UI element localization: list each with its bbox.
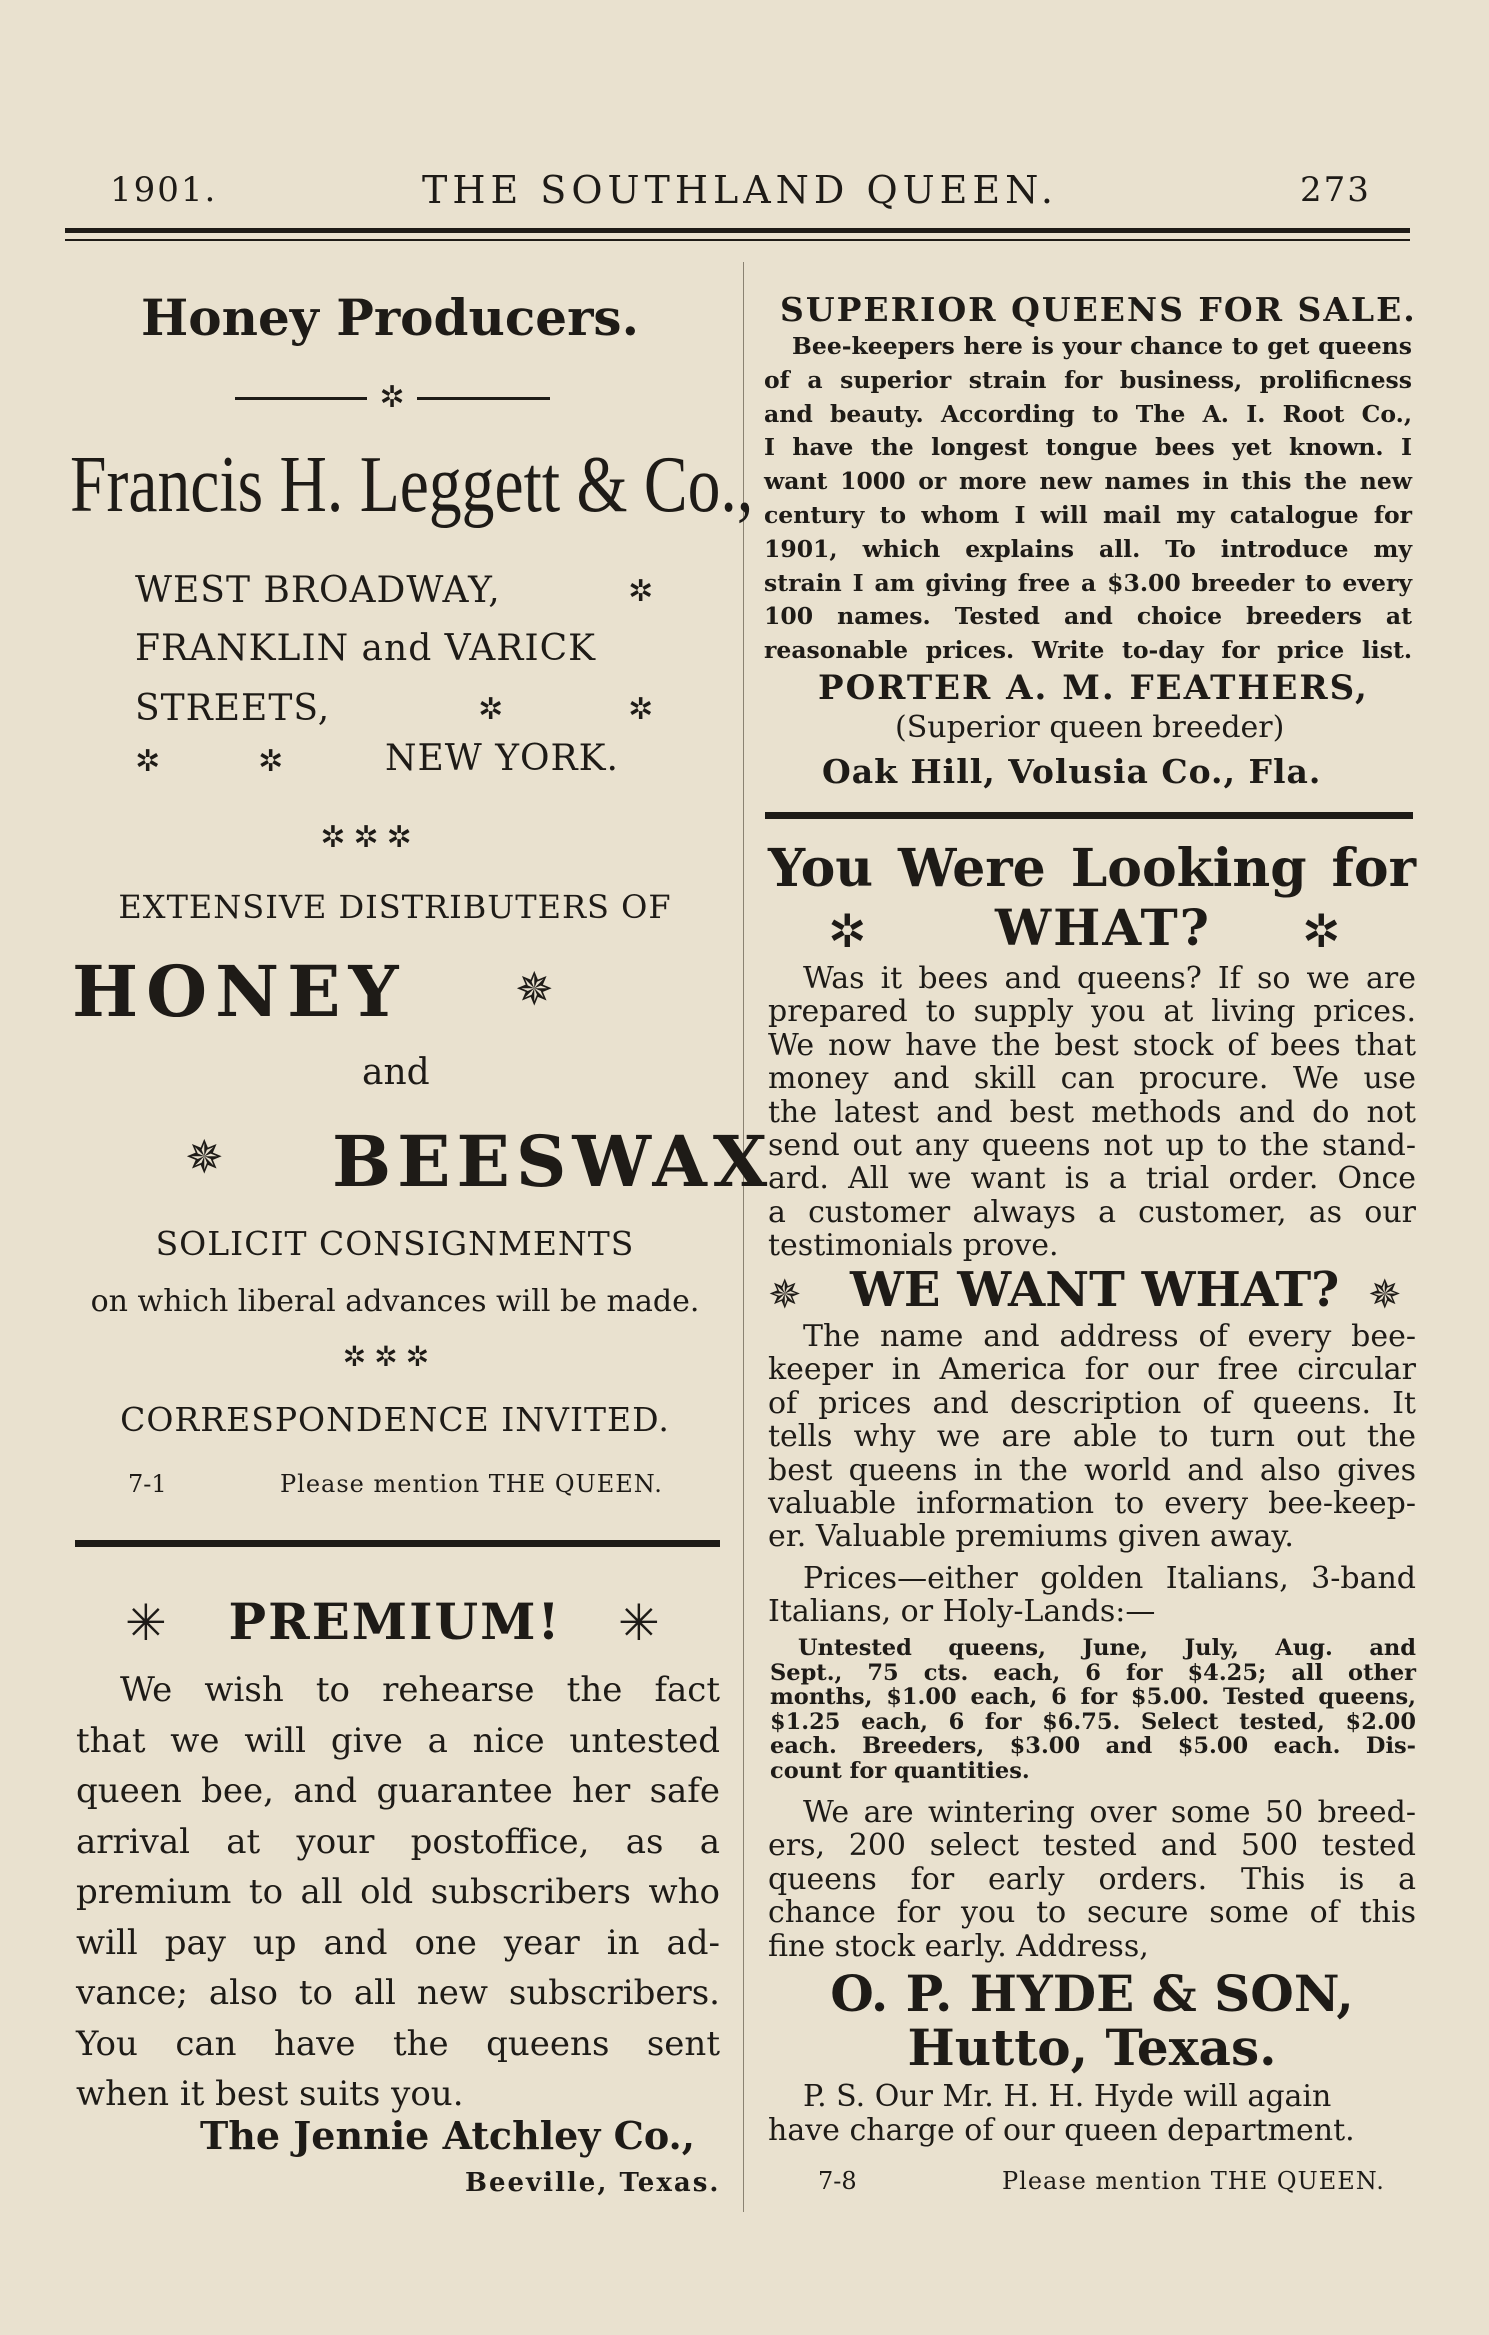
hyde-line: send out any queens not up to the stand- bbox=[768, 1128, 1416, 1164]
hyde-line: have charge of our queen department. bbox=[768, 2113, 1355, 2148]
price-line: count for quantities. bbox=[770, 1757, 1030, 1784]
address-line-2: FRANKLIN and VARICK bbox=[135, 628, 597, 669]
firm-town: Hutto, Texas. bbox=[907, 2018, 1277, 2077]
premium-line: arrival at your postoffice, as a bbox=[76, 1821, 720, 1862]
superior-line: Bee-keepers here is your chance to get queens bbox=[792, 332, 1412, 360]
what-heading: WHAT? bbox=[995, 898, 1211, 957]
hyde-line: chance for you to secure some of this bbox=[768, 1895, 1416, 1931]
hyde-line: Italians, or Holy-Lands:— bbox=[768, 1594, 1156, 1630]
price-line: each. Breeders, $3.00 and $5.00 each. Dis- bbox=[770, 1733, 1416, 1760]
superior-role: (Superior queen breeder) bbox=[895, 710, 1285, 745]
premium-location: Beeville, Texas. bbox=[465, 2168, 721, 2198]
superior-place: Oak Hill, Volusia Co., Fla. bbox=[822, 752, 1322, 791]
triple-asterisk-icon: ✲✲✲ bbox=[320, 820, 420, 855]
ad-code: 7-8 bbox=[818, 2167, 857, 2195]
premium-line: queen bee, and guarantee her safe bbox=[76, 1771, 720, 1811]
hyde-line: ard. All we want is a trial order. Once bbox=[768, 1161, 1416, 1197]
column-divider bbox=[743, 262, 744, 2212]
please-mention: Please mention THE QUEEN. bbox=[280, 1470, 663, 1498]
hyde-line: keeper in America for our free circular bbox=[768, 1352, 1416, 1388]
asterisk-icon: ✳ bbox=[618, 1594, 660, 1652]
asterisk-icon: ✲ bbox=[258, 744, 284, 779]
asterisk-icon: ✲ bbox=[1302, 904, 1341, 958]
advances-note: on which liberal advances will be made. bbox=[90, 1284, 700, 1319]
price-line: $1.25 each, 6 for $6.75. Select tested, $2.00 bbox=[770, 1708, 1416, 1735]
superior-line: century to whom I will mail my catalogue for bbox=[764, 500, 1412, 529]
header-title: THE SOUTHLAND QUEEN. bbox=[421, 168, 1059, 212]
premium-title: PREMIUM! bbox=[228, 1592, 562, 1651]
ad-title: Honey Producers. bbox=[141, 288, 639, 347]
hyde-paragraph-1 bbox=[768, 962, 1416, 1263]
distributers-tagline: EXTENSIVE DISTRIBUTERS OF bbox=[118, 888, 672, 926]
superior-name: PORTER A. M. FEATHERS, bbox=[818, 668, 1369, 708]
address-line-1: WEST BROADWAY, bbox=[135, 570, 501, 611]
star-ornament-icon: ✵ bbox=[515, 962, 554, 1016]
hyde-line: a customer always a customer, as our bbox=[768, 1194, 1416, 1230]
premium-line: that we will give a nice untested bbox=[76, 1720, 720, 1761]
honey-heading: HONEY bbox=[72, 950, 407, 1033]
superior-line: reasonable prices. Write to-day for price list. bbox=[764, 636, 1412, 665]
premium-signature: The Jennie Atchley Co., bbox=[200, 2113, 696, 2158]
header-page-number: 273 bbox=[1300, 170, 1371, 210]
superior-line: I have the longest tongue bees yet known. I bbox=[764, 433, 1412, 462]
header-rule-thin bbox=[65, 239, 1410, 241]
hyde-line: Prices—either golden Italians, 3-band bbox=[803, 1561, 1416, 1596]
superior-body bbox=[764, 330, 1412, 668]
and-label: and bbox=[362, 1052, 430, 1093]
company-name: Francis H. Leggett & Co., bbox=[70, 441, 754, 529]
ad-code: 7-1 bbox=[128, 1470, 167, 1498]
price-line: Sept., 75 cts. each, 6 for $4.25; all other bbox=[770, 1659, 1416, 1686]
solicit-consignments: SOLICIT CONSIGNMENTS bbox=[155, 1224, 635, 1263]
hyde-line: best queens in the world and also gives bbox=[768, 1452, 1416, 1488]
postscript bbox=[768, 2080, 1416, 2148]
hyde-line: testimonials prove. bbox=[768, 1228, 1059, 1264]
triple-asterisk-icon: ✲✲✲ bbox=[342, 1340, 438, 1373]
hyde-line: We are wintering over some 50 breed- bbox=[803, 1795, 1416, 1830]
please-mention: Please mention THE QUEEN. bbox=[1002, 2167, 1385, 2195]
hyde-line: tells why we are able to turn out the bbox=[768, 1419, 1416, 1455]
hyde-line: ers, 200 select tested and 500 tested bbox=[768, 1828, 1416, 1864]
right-section-divider bbox=[765, 812, 1413, 819]
prices-intro bbox=[768, 1562, 1416, 1629]
hyde-paragraph-2 bbox=[768, 1320, 1416, 1554]
hyde-line: er. Valuable premiums given away. bbox=[768, 1519, 1294, 1555]
hyde-line: money and skill can procure. We use bbox=[768, 1061, 1416, 1097]
header-year: 1901. bbox=[110, 170, 218, 210]
premium-line: vance; also to all new subscribers. bbox=[76, 1973, 720, 2013]
flourish-icon: ✲ bbox=[367, 380, 417, 416]
superior-title: SUPERIOR QUEENS FOR SALE. bbox=[780, 290, 1417, 329]
hyde-paragraph-3 bbox=[768, 1796, 1416, 1963]
superior-line: want 1000 or more new names in this the new bbox=[764, 467, 1412, 496]
price-line: Untested queens, June, July, Aug. and bbox=[798, 1635, 1416, 1661]
hyde-line: queens for early orders. This is a bbox=[768, 1861, 1416, 1897]
asterisk-icon: ✲ bbox=[478, 692, 504, 727]
premium-line: premium to all old subscribers who bbox=[76, 1872, 720, 1912]
premium-line: will pay up and one year in ad- bbox=[76, 1922, 720, 1963]
address-line-4: NEW YORK. bbox=[385, 738, 619, 779]
header-rule-thick bbox=[65, 228, 1410, 233]
superior-line: 1901, which explains all. To introduce my bbox=[764, 534, 1412, 563]
looking-heading: You Were Looking for bbox=[768, 838, 1416, 899]
superior-line: 100 names. Tested and choice breeders at bbox=[764, 602, 1412, 631]
superior-line: and beauty. According to The A. I. Root Co., bbox=[764, 399, 1412, 428]
asterisk-icon: ✲ bbox=[628, 692, 654, 727]
superior-line: strain I am giving free a $3.00 breeder to every bbox=[764, 568, 1412, 597]
hyde-line: of prices and description of queens. It bbox=[768, 1385, 1416, 1421]
star-ornament-icon: ✵ bbox=[185, 1130, 224, 1184]
hyde-line: prepared to supply you at living prices. bbox=[768, 994, 1416, 1030]
hyde-line: The name and address of every bee- bbox=[803, 1319, 1416, 1354]
firm-name: O. P. HYDE & SON, bbox=[830, 1964, 1354, 2023]
asterisk-icon: ✳ bbox=[125, 1594, 167, 1652]
price-line: months, $1.00 each, 6 for $5.00. Tested queens, bbox=[770, 1684, 1416, 1711]
address-line-3: STREETS, bbox=[135, 688, 331, 729]
premium-line: You can have the queens sent bbox=[76, 2023, 720, 2064]
superior-line: of a superior strain for business, prolificness bbox=[764, 365, 1412, 394]
hyde-line: P. S. Our Mr. H. H. Hyde will again bbox=[803, 2079, 1332, 2114]
asterisk-icon: ✲ bbox=[135, 744, 161, 779]
we-want-heading: WE WANT WHAT? bbox=[850, 1262, 1340, 1318]
hyde-line: We now have the best stock of bees that bbox=[768, 1027, 1416, 1063]
hyde-line: the latest and best methods and do not bbox=[768, 1094, 1416, 1130]
premium-body bbox=[76, 1665, 720, 2120]
hyde-line: valuable information to every bee-keep- bbox=[768, 1486, 1416, 1522]
premium-line: We wish to rehearse the fact bbox=[120, 1670, 720, 1710]
left-section-divider bbox=[75, 1540, 720, 1547]
hyde-line: fine stock early. Address, bbox=[768, 1928, 1149, 1964]
beeswax-heading: BEESWAX bbox=[332, 1120, 774, 1203]
hyde-line: Was it bees and queens? If so we are bbox=[803, 961, 1416, 996]
premium-line: when it best suits you. bbox=[76, 2074, 464, 2114]
asterisk-icon: ✲ bbox=[828, 904, 867, 958]
asterisk-icon: ✲ bbox=[628, 574, 654, 609]
star-ornament-icon: ✵ bbox=[768, 1272, 802, 1318]
star-ornament-icon: ✵ bbox=[1368, 1272, 1402, 1318]
correspondence-invited: CORRESPONDENCE INVITED. bbox=[120, 1400, 670, 1439]
price-list bbox=[770, 1636, 1416, 1784]
